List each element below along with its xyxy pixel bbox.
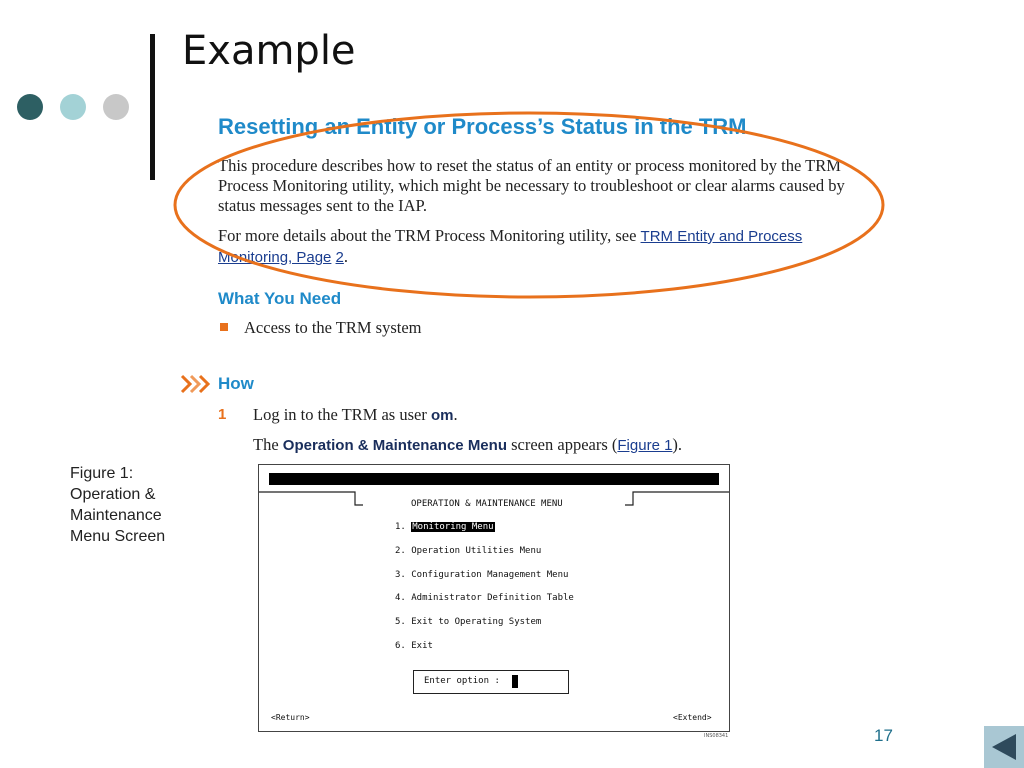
menu-item-2-label: Operation Utilities Menu [411, 546, 542, 556]
step1-user: om [430, 407, 454, 424]
details-suffix: . [343, 247, 348, 266]
menu-item-1-label: Monitoring Menu [412, 522, 494, 532]
need-item: Access to the TRM system [244, 318, 422, 337]
step1-text [253, 405, 458, 425]
intro-paragraph: This procedure describes how to reset the status of an entity or process monitored by the TRM Process Monitoring utility, which might be necessary to troubleshoot or clear alarms caused by status messages sent to the IAP. [218, 156, 845, 215]
return-key: <Return> [271, 713, 310, 722]
decorative-dot-3 [103, 94, 129, 120]
doc-heading: Resetting an Entity or Process’s Status in the TRM [218, 114, 747, 139]
menu-name: Operation & Maintenance Menu [282, 437, 507, 454]
menu-item-1: 1. Monitoring Menu [395, 522, 494, 532]
previous-slide-button[interactable] [984, 726, 1024, 768]
menu-item-2: 2. Operation Utilities Menu [395, 546, 542, 556]
menu-item-4: 4. Administrator Definition Table [395, 593, 574, 603]
figure-caption: Figure 1: Operation & Maintenance Menu Screen [70, 465, 166, 545]
extend-key: <Extend> [673, 713, 712, 722]
page-number: 17 [874, 726, 893, 745]
menu-item-3-label: Configuration Management Menu [411, 570, 569, 580]
details-text: For more details about the TRM Process Monitoring utility, see [218, 226, 641, 245]
step-number: 1 [218, 406, 227, 423]
menu-item-3: 3. Configuration Management Menu [395, 570, 569, 580]
image-code: INS08341 [704, 733, 729, 739]
how-heading: How [218, 374, 254, 393]
title-divider [150, 34, 155, 180]
screen-top-bar [269, 473, 719, 485]
cursor-block [512, 675, 518, 688]
bullet-square [220, 323, 228, 331]
figure-link[interactable]: Figure 1 [617, 437, 673, 454]
menu-item-6-label: Exit [411, 641, 433, 651]
menu-item-6: 6. Exit [395, 641, 433, 651]
screen-title: OPERATION & MAINTENANCE MENU [411, 499, 563, 509]
prompt-label: Enter option : [424, 676, 500, 686]
decorative-dot-2 [60, 94, 86, 120]
menu-item-5: 5. Exit to Operating System [395, 617, 542, 627]
result-prefix: The [253, 435, 283, 454]
slide-title: Example [182, 28, 356, 74]
step1-prefix: Log in to the TRM as user [253, 405, 431, 424]
trm-entity-link[interactable]: TRM Entity and Process Monitoring, Page [218, 228, 803, 266]
what-you-need-heading: What You Need [218, 289, 342, 308]
result-suffix: ). [672, 435, 683, 454]
step1-result [253, 435, 682, 455]
annotation-ellipse [170, 106, 892, 306]
page-link[interactable]: 2 [335, 249, 344, 266]
back-arrow-icon [984, 726, 1024, 768]
menu-item-5-label: Exit to Operating System [411, 617, 542, 627]
step1-suffix: . [453, 405, 458, 424]
terminal-screenshot [258, 464, 730, 732]
menu-item-4-label: Administrator Definition Table [411, 593, 574, 603]
result-mid: screen appears ( [506, 435, 618, 454]
option-prompt-box [413, 670, 569, 694]
chevron-arrows-icon [180, 374, 212, 394]
decorative-dot-1 [17, 94, 43, 120]
